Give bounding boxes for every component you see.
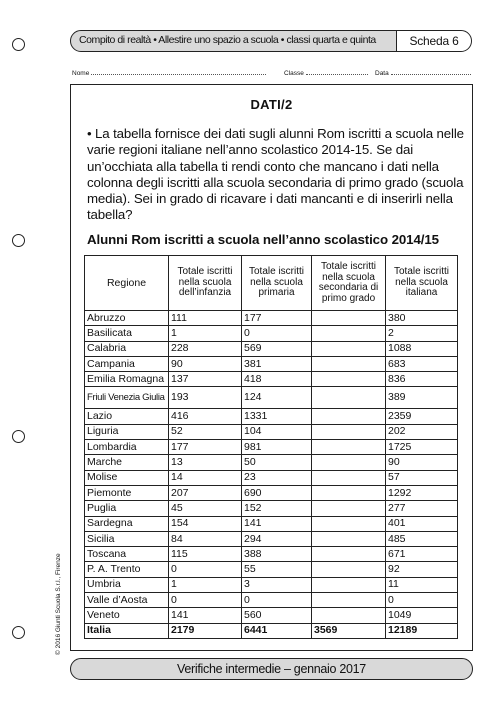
- footer-banner: Verifiche intermedie – gennaio 2017: [70, 658, 473, 680]
- table-row: [85, 387, 458, 409]
- secondary-input-cell[interactable]: [312, 356, 386, 371]
- secondary-input-cell[interactable]: [312, 311, 386, 326]
- value-cell: 389: [386, 387, 458, 409]
- value-cell: 141: [169, 608, 242, 623]
- region-cell: Emilia Romagna: [85, 372, 169, 387]
- class-label: Classe: [284, 70, 304, 77]
- value-cell: 1: [169, 577, 242, 592]
- table-row: [85, 593, 458, 608]
- value-cell: 23: [242, 470, 312, 485]
- secondary-input-cell[interactable]: [312, 562, 386, 577]
- value-cell: 981: [242, 440, 312, 455]
- value-cell: 124: [242, 387, 312, 409]
- table-row: [85, 562, 458, 577]
- region-cell: Liguria: [85, 424, 169, 439]
- total-value: 12189: [386, 623, 458, 638]
- secondary-input-cell[interactable]: [312, 326, 386, 341]
- secondary-input-cell[interactable]: [312, 547, 386, 562]
- region-cell: Molise: [85, 470, 169, 485]
- value-cell: 560: [242, 608, 312, 623]
- secondary-input-cell[interactable]: [312, 470, 386, 485]
- value-cell: 154: [169, 516, 242, 531]
- value-cell: 152: [242, 501, 312, 516]
- value-cell: 177: [169, 440, 242, 455]
- date-label: Data: [375, 70, 389, 77]
- region-cell: Friuli Venezia Giulia: [85, 387, 169, 409]
- region-cell: P. A. Trento: [85, 562, 169, 577]
- total-value: 2179: [169, 623, 242, 638]
- table-header-row: [85, 256, 458, 311]
- value-cell: 1292: [386, 485, 458, 500]
- value-cell: 228: [169, 341, 242, 356]
- region-cell: Basilicata: [85, 326, 169, 341]
- table-row: [85, 501, 458, 516]
- table-row: [85, 440, 458, 455]
- value-cell: 207: [169, 485, 242, 500]
- secondary-input-cell[interactable]: [312, 387, 386, 409]
- value-cell: 0: [169, 593, 242, 608]
- table-row: [85, 577, 458, 592]
- secondary-input-cell[interactable]: [312, 577, 386, 592]
- total-value: 6441: [242, 623, 312, 638]
- value-cell: 45: [169, 501, 242, 516]
- value-cell: 690: [242, 485, 312, 500]
- value-cell: 137: [169, 372, 242, 387]
- secondary-input-cell[interactable]: [312, 440, 386, 455]
- value-cell: 11: [386, 577, 458, 592]
- value-cell: 401: [386, 516, 458, 531]
- value-cell: 2359: [386, 409, 458, 424]
- secondary-input-cell[interactable]: [312, 608, 386, 623]
- value-cell: 50: [242, 455, 312, 470]
- region-cell: Lombardia: [85, 440, 169, 455]
- table-row: [85, 372, 458, 387]
- value-cell: 0: [386, 593, 458, 608]
- table-row: [85, 608, 458, 623]
- value-cell: 1331: [242, 409, 312, 424]
- header-subtitle: Compito di realtà • Allestire uno spazio a scuola • classi quarta e quinta: [79, 34, 376, 46]
- data-table: [84, 255, 458, 639]
- total-value: 3569: [312, 623, 386, 638]
- exercise-instructions: • La tabella fornisce dei dati sugli alunni Rom iscritti a scuola nelle varie regioni italiane nell’anno scolastico 2014-15. Se dai un’occhiata alla tabella ti rendi conto che mancano i dati nella colonna degli iscritti alla scuola secondaria di primo grado (scuola media). Sei in grado di ricavare i dati mancanti e di inserirli nella tabella?: [87, 126, 464, 223]
- class-line[interactable]: [306, 68, 368, 75]
- table-row: [85, 547, 458, 562]
- value-cell: 683: [386, 356, 458, 371]
- value-cell: 57: [386, 470, 458, 485]
- table-row: [85, 516, 458, 531]
- region-cell: Sicilia: [85, 531, 169, 546]
- value-cell: 836: [386, 372, 458, 387]
- table-row: [85, 455, 458, 470]
- table-row: [85, 311, 458, 326]
- value-cell: 92: [386, 562, 458, 577]
- region-cell: Calabria: [85, 341, 169, 356]
- value-cell: 13: [169, 455, 242, 470]
- value-cell: 388: [242, 547, 312, 562]
- table-row: [85, 326, 458, 341]
- region-cell: Piemonte: [85, 485, 169, 500]
- region-cell: Sardegna: [85, 516, 169, 531]
- value-cell: 380: [386, 311, 458, 326]
- region-cell: Marche: [85, 455, 169, 470]
- value-cell: 193: [169, 387, 242, 409]
- region-cell: Toscana: [85, 547, 169, 562]
- table-caption: Alunni Rom iscritti a scuola nell’anno scolastico 2014/15: [87, 232, 439, 247]
- binder-hole-upper-middle: [12, 234, 25, 247]
- value-cell: 84: [169, 531, 242, 546]
- binder-hole-lower-middle: [12, 430, 25, 443]
- region-cell: Lazio: [85, 409, 169, 424]
- total-label: Italia: [85, 623, 169, 638]
- value-cell: 177: [242, 311, 312, 326]
- secondary-input-cell[interactable]: [312, 516, 386, 531]
- column-header: Regione: [85, 256, 169, 311]
- value-cell: 104: [242, 424, 312, 439]
- secondary-input-cell[interactable]: [312, 485, 386, 500]
- value-cell: 0: [242, 326, 312, 341]
- value-cell: 0: [242, 593, 312, 608]
- region-cell: Puglia: [85, 501, 169, 516]
- secondary-input-cell[interactable]: [312, 424, 386, 439]
- value-cell: 2: [386, 326, 458, 341]
- copyright-credit: © 2016 Giunti Scuola S.r.l., Firenze: [55, 553, 62, 655]
- value-cell: 277: [386, 501, 458, 516]
- value-cell: 485: [386, 531, 458, 546]
- value-cell: 569: [242, 341, 312, 356]
- binder-hole-bottom: [12, 626, 25, 639]
- sheet-label: Scheda 6: [396, 31, 471, 51]
- binder-hole-top: [12, 38, 25, 51]
- region-cell: Umbria: [85, 577, 169, 592]
- region-cell: Valle d’Aosta: [85, 593, 169, 608]
- exercise-box: [70, 84, 473, 651]
- value-cell: 14: [169, 470, 242, 485]
- value-cell: 1725: [386, 440, 458, 455]
- column-header: Totale iscritti nella scuola italiana: [386, 256, 458, 311]
- secondary-input-cell[interactable]: [312, 341, 386, 356]
- value-cell: 111: [169, 311, 242, 326]
- region-cell: Campania: [85, 356, 169, 371]
- secondary-input-cell[interactable]: [312, 531, 386, 546]
- date-line[interactable]: [391, 68, 471, 75]
- secondary-input-cell[interactable]: [312, 409, 386, 424]
- value-cell: 90: [169, 356, 242, 371]
- value-cell: 52: [169, 424, 242, 439]
- header-banner: [70, 30, 472, 52]
- table-row: [85, 356, 458, 371]
- exercise-title: DATI/2: [250, 97, 293, 112]
- value-cell: 1: [169, 326, 242, 341]
- value-cell: 141: [242, 516, 312, 531]
- column-header: Totale iscritti nella scuola dell’infanzia: [169, 256, 242, 311]
- value-cell: 294: [242, 531, 312, 546]
- secondary-input-cell[interactable]: [312, 372, 386, 387]
- value-cell: 0: [169, 562, 242, 577]
- value-cell: 381: [242, 356, 312, 371]
- total-row: [85, 623, 458, 638]
- value-cell: 202: [386, 424, 458, 439]
- table-row: [85, 341, 458, 356]
- table-row: [85, 470, 458, 485]
- name-line[interactable]: [91, 68, 266, 75]
- value-cell: 115: [169, 547, 242, 562]
- value-cell: 671: [386, 547, 458, 562]
- secondary-input-cell[interactable]: [312, 455, 386, 470]
- table-row: [85, 424, 458, 439]
- value-cell: 416: [169, 409, 242, 424]
- value-cell: 1088: [386, 341, 458, 356]
- value-cell: 1049: [386, 608, 458, 623]
- column-header: Totale iscritti nella scuola primaria: [242, 256, 312, 311]
- value-cell: 55: [242, 562, 312, 577]
- value-cell: 418: [242, 372, 312, 387]
- region-cell: Abruzzo: [85, 311, 169, 326]
- region-cell: Veneto: [85, 608, 169, 623]
- table-row: [85, 531, 458, 546]
- value-cell: 90: [386, 455, 458, 470]
- secondary-input-cell[interactable]: [312, 501, 386, 516]
- column-header: Totale iscritti nella scuola secondaria di primo grado: [312, 256, 386, 311]
- name-label: Nome: [72, 70, 90, 77]
- table-row: [85, 409, 458, 424]
- table-row: [85, 485, 458, 500]
- secondary-input-cell[interactable]: [312, 593, 386, 608]
- value-cell: 3: [242, 577, 312, 592]
